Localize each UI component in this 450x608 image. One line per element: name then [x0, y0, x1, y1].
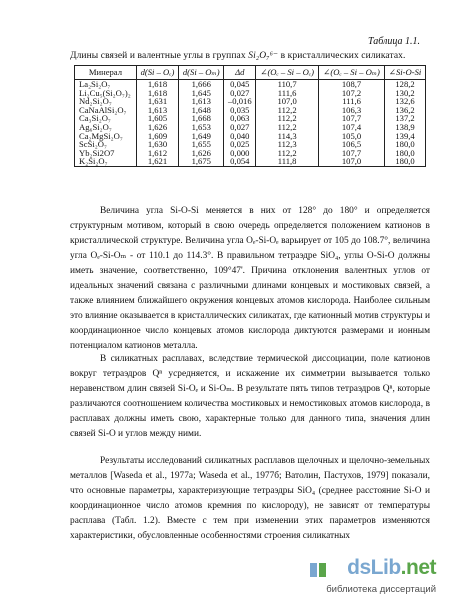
book-icon [308, 560, 328, 580]
cell-value: 1,626 [179, 149, 224, 158]
cell-value: 137,2 [385, 114, 426, 123]
cell-value: 1,655 [179, 140, 224, 149]
cell-value: 1,613 [179, 97, 224, 106]
cell-value: 107,0 [319, 157, 385, 166]
header-angle-si-o-si: ∠Si-O-Si [385, 66, 426, 80]
dslib-watermark [308, 556, 436, 600]
cell-value: 1,626 [136, 123, 178, 132]
logo-part-a: dsLib [347, 556, 401, 579]
cell-mineral: Ag₆Si₂O₇ [75, 123, 137, 132]
table-row [75, 114, 426, 123]
cell-value: 1,675 [179, 157, 224, 166]
cell-value: 180,0 [385, 140, 426, 149]
paragraph-silicate-melts [70, 352, 430, 442]
table-row [75, 157, 426, 166]
bond-length-table [74, 65, 426, 167]
cell-value: 105,0 [319, 132, 385, 141]
cell-value: 112,2 [256, 106, 319, 115]
header-mineral: Минерал [75, 66, 137, 80]
cell-value: 1,631 [136, 97, 178, 106]
cell-value: 107,2 [319, 89, 385, 98]
cell-mineral: Nd₂Si₂O₇ [75, 97, 137, 106]
cell-mineral: K₂Si₂O₇ [75, 157, 137, 166]
paragraph-text: Результаты исследований силикатных расплавов щелочных и щелочно-земельных металлов [Waseda et al., 1977a; Waseda et al., 1977б; Ватолин, Пастухов, 1979] показали, что основные параметры, характеризующие тетраэдры SiO₄ (среднее расстояние Si-O и координационное число атомов кремния по кислороду), не зависят от температуры расплава (Табл. 1.2). Вместе с тем при изменении этих параметров изменяются характеристики, обусловленные особенностями строения силикатных [70, 456, 430, 541]
header-d-si-oe: d(Si – Oₑ) [136, 66, 178, 80]
cell-value: 1,609 [136, 132, 178, 141]
cell-value: –0,016 [224, 97, 256, 106]
header-delta-d: Δd [224, 66, 256, 80]
cell-value: 0,040 [224, 132, 256, 141]
cell-value: 132,6 [385, 97, 426, 106]
cell-value: 1,648 [179, 106, 224, 115]
header-angle-oe-si-oe: ∠(Oₑ – Si – Oₑ) [256, 66, 319, 80]
logo-part-b: .net [400, 556, 436, 579]
cell-mineral: Yb₂Si2O7 [75, 149, 137, 158]
cell-value: 107,4 [319, 123, 385, 132]
table-row [75, 106, 426, 115]
cell-value: 114,3 [256, 132, 319, 141]
cell-value: 106,3 [319, 106, 385, 115]
table-header-row [75, 66, 426, 80]
cell-value: 110,7 [256, 80, 319, 89]
caption-suffix: в кристаллических силикатах. [280, 51, 406, 61]
cell-value: 0,063 [224, 114, 256, 123]
cell-value: 0,025 [224, 140, 256, 149]
cell-value: 1,649 [179, 132, 224, 141]
cell-value: 128,2 [385, 80, 426, 89]
cell-value: 1,668 [179, 114, 224, 123]
cell-value: 107,7 [319, 149, 385, 158]
cell-value: 139,4 [385, 132, 426, 141]
cell-value: 106,5 [319, 140, 385, 149]
cell-mineral: Ca₂MgSi₂O₇ [75, 132, 137, 141]
paragraph-text: В силикатных расплавах, вследствие термической диссоциации, поле катионов вокруг тетраэдров Qⁿ усредняется, и искажение их симметрии вызывается только неравенством длин связей Si-Oₑ и Si-Oₘ. В результате пять типов тетраэдров Qⁿ, которые различаются соотношением количества мостиковых и немостиковых атомов кислорода, в расплавах должны иметь свою, характерные только для данного типа, значения длин связей Si-O и углов между ними. [70, 354, 430, 439]
cell-value: 1,618 [136, 80, 178, 89]
cell-mineral: ScSi₂O₇ [75, 140, 137, 149]
cell-value: 138,9 [385, 123, 426, 132]
cell-value: 0,035 [224, 106, 256, 115]
table-row [75, 97, 426, 106]
cell-value: 112,3 [256, 140, 319, 149]
cell-value: 1,653 [179, 123, 224, 132]
cell-value: 111,6 [319, 97, 385, 106]
table-row [75, 149, 426, 158]
cell-value: 136,2 [385, 106, 426, 115]
cell-value: 0,027 [224, 123, 256, 132]
cell-value: 1,666 [179, 80, 224, 89]
cell-value: 0,054 [224, 157, 256, 166]
header-angle-oe-si-om: ∠(Oₑ – Si – Oₘ) [319, 66, 385, 80]
paragraph-text: Величина угла Si-O-Si меняется в них от 128° до 180° и определяется структурным мотивом, который в свою очередь определяется положением катионов в кристаллической структуре. Величина угла Oₑ-Si-Oₑ варьирует от 105 до 108.7°, величина угла Oₑ-Si-Oₘ - от 110.1 до 114.3°. В правильном тетраэдре SiO₄, углы O-Si-O должны иметь значение, соответственно, 109°47'. Причина отклонения валентных углов от идеальных значений связана с различными длинами концевых и мостиковых связей, а также влиянием ближайшего окружения концевых атомов кислорода. Наиболее сильным это влияние оказывается в кристаллических силикатах, где катионный мотив структуры и координационное число концевых атомов кислорода диктуются размерами и ионным потенциалом катионов металла. [70, 206, 430, 351]
cell-value: 180,0 [385, 149, 426, 158]
cell-value: 1,621 [136, 157, 178, 166]
cell-value: 107,7 [319, 114, 385, 123]
paragraph-bond-angles [70, 204, 430, 354]
cell-value: 0,045 [224, 80, 256, 89]
cell-value: 1,645 [179, 89, 224, 98]
cell-value: 112,2 [256, 149, 319, 158]
cell-value: 1,630 [136, 140, 178, 149]
cell-value: 107,0 [256, 97, 319, 106]
cell-value: 112,2 [256, 123, 319, 132]
table-number-label: Таблица 1.1. [368, 36, 420, 47]
cell-mineral: CaNaAlSi₂O₇ [75, 106, 137, 115]
cell-value: 0,027 [224, 89, 256, 98]
cell-value: 1,613 [136, 106, 178, 115]
cell-value: 1,618 [136, 89, 178, 98]
watermark-logo [347, 556, 436, 580]
cell-value: 130,2 [385, 89, 426, 98]
cell-value: 111,8 [256, 157, 319, 166]
cell-value: 108,7 [319, 80, 385, 89]
table-row [75, 132, 426, 141]
paragraph-research-results [70, 454, 430, 544]
cell-mineral: La₂Si₂O₇ [75, 80, 137, 89]
cell-value: 1,612 [136, 149, 178, 158]
cell-value: 180,0 [385, 157, 426, 166]
table-row [75, 140, 426, 149]
table-caption [70, 50, 430, 62]
cell-mineral: Li₂Cu₅(Si₂O₇)₂ [75, 89, 137, 98]
caption-prefix: Длины связей и валентные углы в группах [70, 51, 246, 61]
cell-value: 111,6 [256, 89, 319, 98]
table-row [75, 123, 426, 132]
watermark-subtitle: библиотека диссертаций [326, 584, 436, 595]
cell-mineral: Ca₃Si₂O₇ [75, 114, 137, 123]
cell-value: 0,000 [224, 149, 256, 158]
cell-value: 1,605 [136, 114, 178, 123]
caption-formula: Si₂O₇⁶⁻ [248, 51, 279, 61]
cell-value: 112,2 [256, 114, 319, 123]
header-d-si-om: d(Si – Oₘ) [179, 66, 224, 80]
